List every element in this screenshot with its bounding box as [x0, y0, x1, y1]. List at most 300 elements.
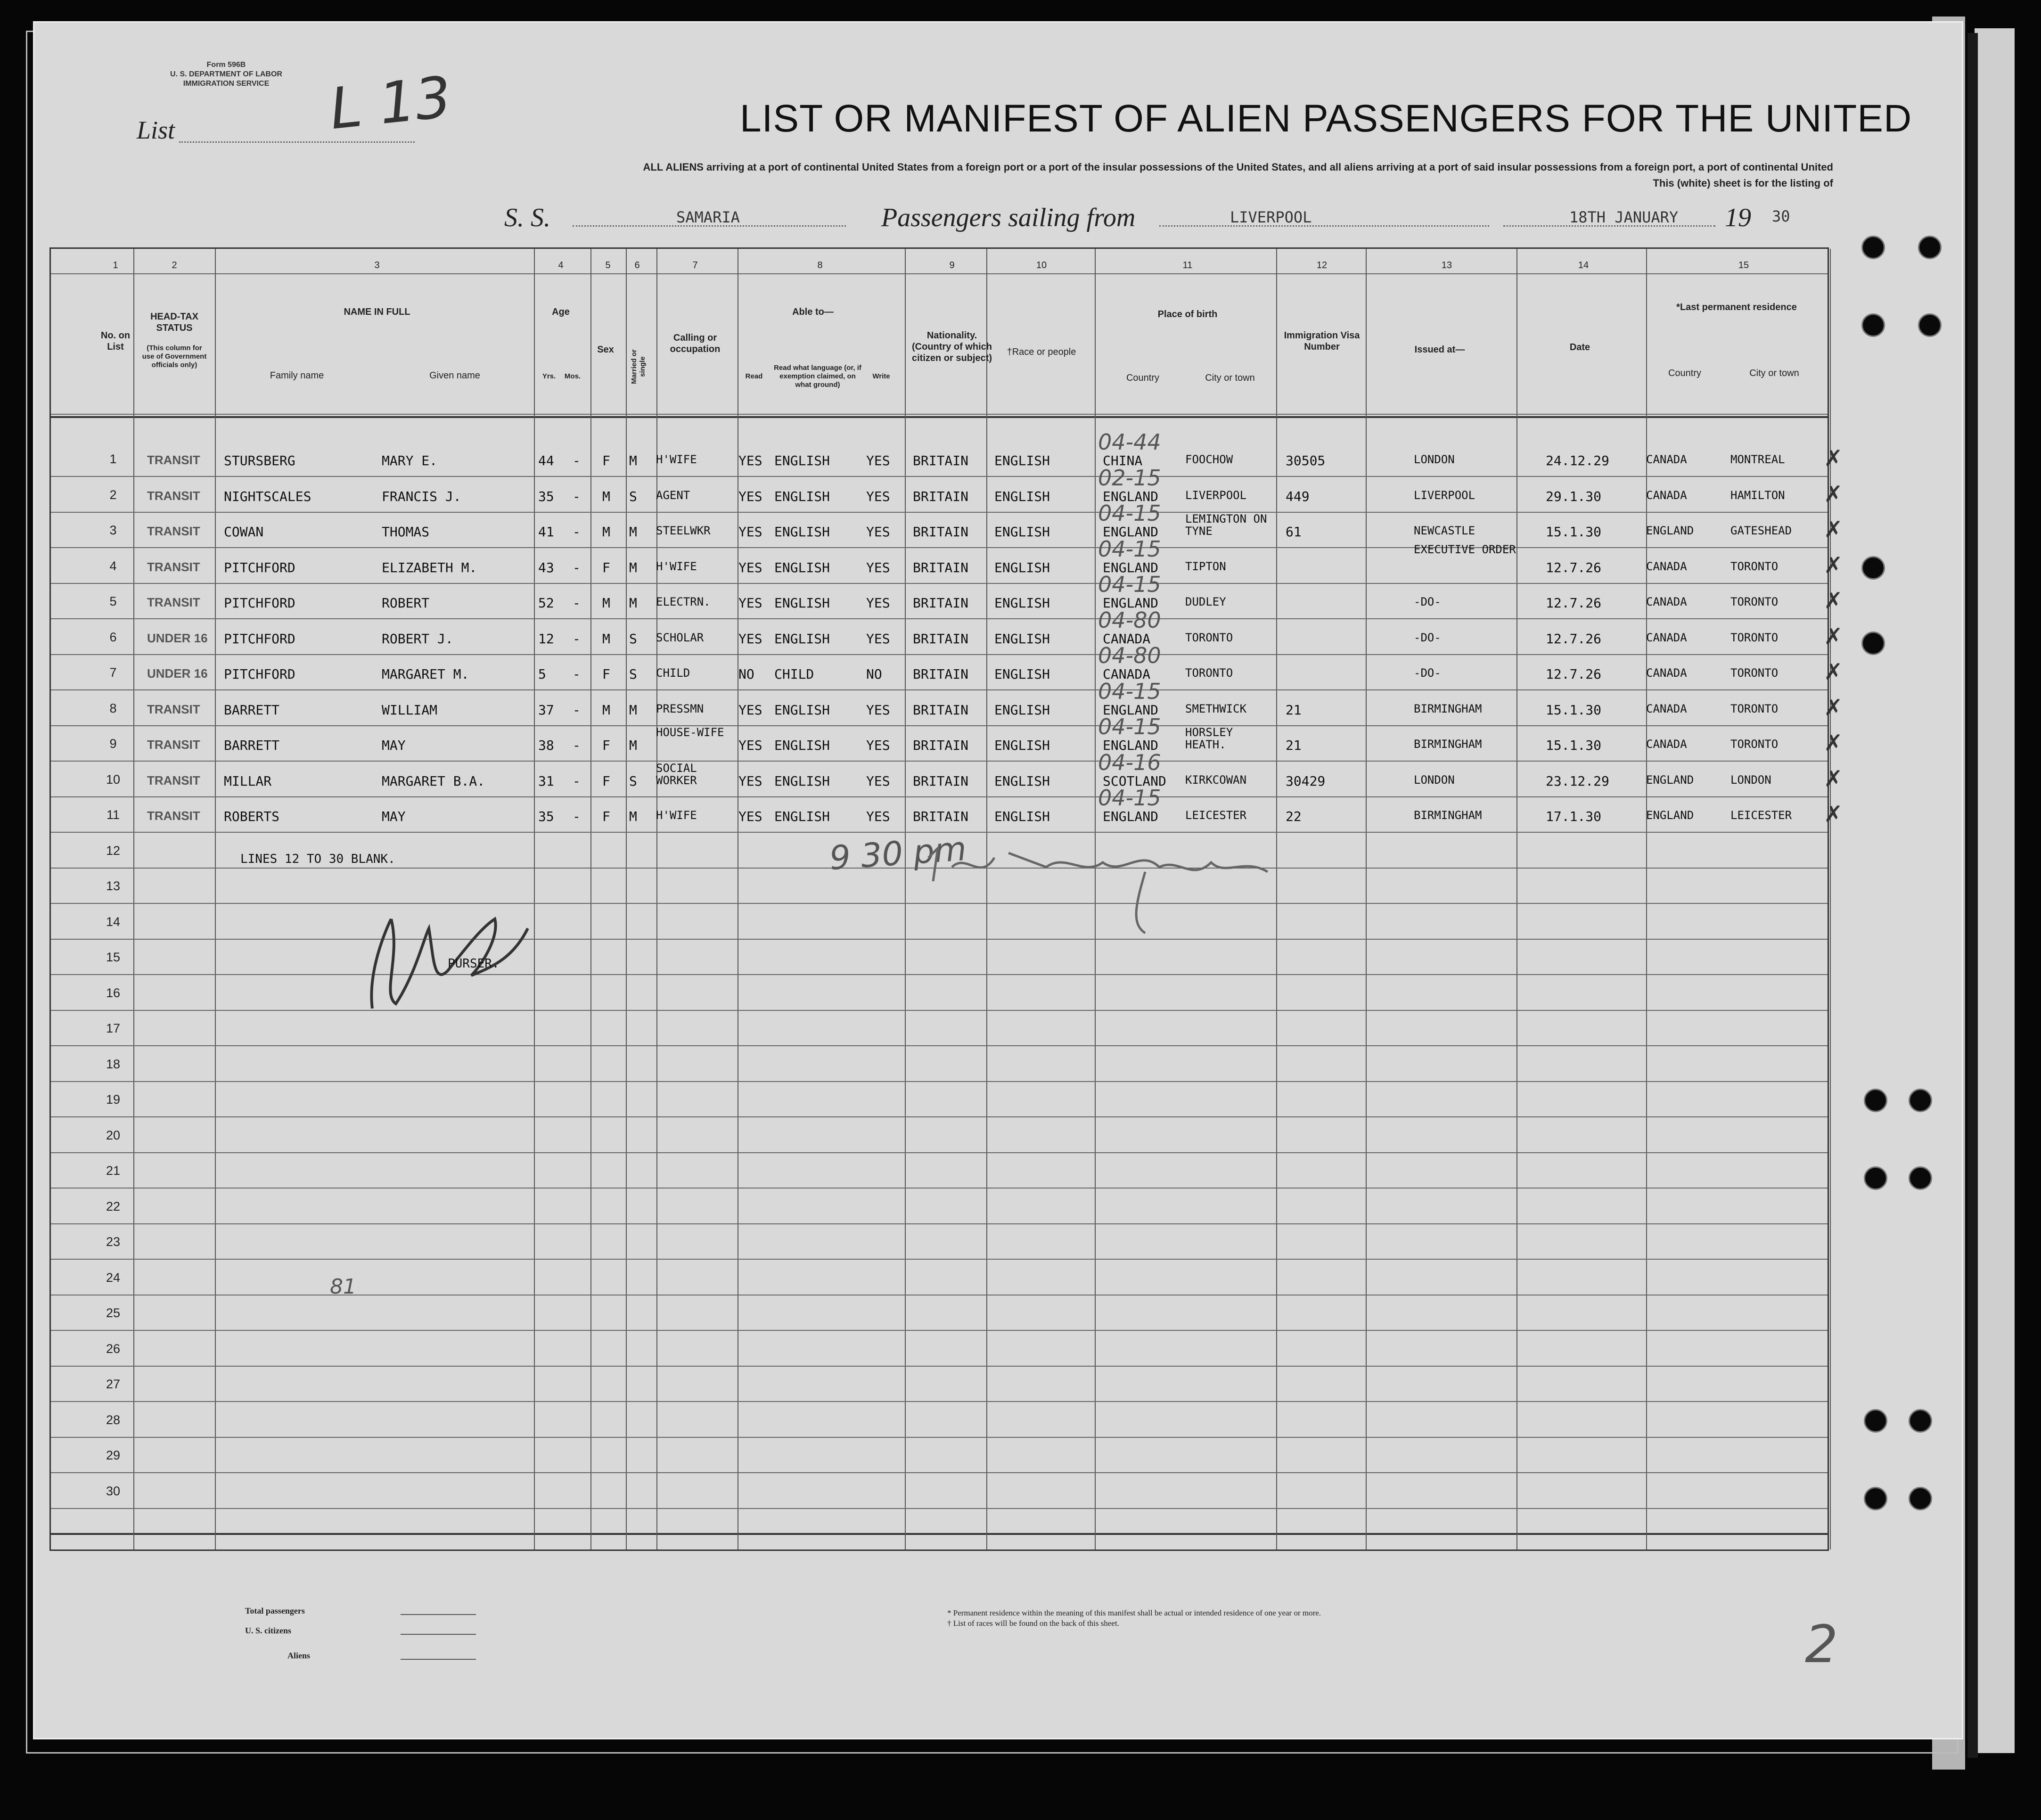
age-years-cell: 35 — [538, 488, 554, 504]
family-name-cell: PITCHFORD — [224, 559, 295, 575]
residence-country-cell: CANADA — [1646, 702, 1687, 715]
head-tax-stamp: UNDER 16 — [147, 666, 208, 680]
marital-cell: S — [629, 666, 637, 682]
visa-number-cell: 61 — [1286, 524, 1302, 540]
row-rule — [51, 1081, 1828, 1082]
race-cell: ENGLISH — [994, 559, 1050, 575]
sailing-label: Passengers sailing from — [881, 203, 1136, 232]
language-cell: ENGLISH — [774, 773, 830, 789]
col-number-5: 5 — [605, 260, 611, 271]
age-months-cell: - — [573, 559, 581, 575]
age-months-cell: - — [573, 702, 581, 718]
punch-hole — [1918, 313, 1942, 337]
blank-lines-note: LINES 12 TO 30 BLANK. — [240, 852, 395, 866]
language-cell: ENGLISH — [774, 559, 830, 575]
form-number: Form 596B — [206, 61, 246, 69]
birth-country-cell: CANADA — [1103, 631, 1151, 647]
age-years-cell: 41 — [538, 524, 554, 540]
total-passengers-line — [401, 1614, 476, 1615]
col-number-15: 15 — [1738, 260, 1749, 271]
hdr-name-in-full: NAME IN FULL — [344, 307, 410, 317]
family-name-cell: STURSBERG — [224, 453, 295, 468]
given-name-cell: MARGARET B.A. — [382, 773, 485, 789]
birth-country-cell: ENGLAND — [1103, 488, 1159, 504]
col-number-14: 14 — [1578, 260, 1589, 271]
handwritten-code: 04-15 — [1098, 500, 1161, 526]
sailing-date: 18TH JANUARY — [1569, 208, 1679, 226]
occupation-cell: ELECTRN. — [656, 595, 711, 608]
hdr-given-name: Given name — [429, 370, 480, 381]
row-rule — [51, 654, 1828, 655]
check-mark-icon: ✗ — [1824, 516, 1843, 543]
row-rule — [51, 476, 1828, 477]
age-months-cell: - — [573, 631, 581, 647]
row-number: 14 — [106, 914, 121, 929]
handwritten-annotation — [924, 839, 1291, 943]
row-rule — [51, 1045, 1828, 1046]
nationality-cell: BRITAIN — [913, 524, 969, 540]
issued-at-cell: BIRMINGHAM — [1414, 809, 1482, 822]
race-cell: ENGLISH — [994, 453, 1050, 468]
handwritten-code: 04-80 — [1098, 643, 1161, 668]
punch-hole — [1864, 1089, 1887, 1112]
residence-city-cell: TORONTO — [1730, 702, 1779, 715]
hdr-date: Date — [1569, 342, 1590, 353]
residence-country-cell: ENGLAND — [1646, 773, 1694, 787]
hdr-res-country: Country — [1668, 368, 1702, 378]
head-tax-stamp: TRANSIT — [147, 453, 200, 467]
given-name-cell: MAY — [382, 738, 406, 753]
col-number-6: 6 — [634, 260, 640, 271]
row-rule — [51, 796, 1828, 797]
punch-hole — [1909, 1166, 1932, 1190]
residence-city-cell: TORONTO — [1730, 595, 1779, 608]
birth-country-cell: ENGLAND — [1103, 809, 1159, 824]
check-mark-icon: ✗ — [1824, 730, 1843, 756]
given-name-cell: ROBERT — [382, 595, 430, 611]
footnote-races: † List of races will be found on the back of this sheet. — [947, 1619, 1119, 1628]
hdr-head-tax-note: (This column for use of Government officials only) — [142, 344, 207, 369]
age-months-cell: - — [573, 524, 581, 540]
purser-label: PURSER. — [448, 957, 500, 971]
year-suffix: 30 — [1772, 207, 1790, 225]
residence-country-cell: CANADA — [1646, 595, 1687, 608]
given-name-cell: MAY — [382, 809, 406, 824]
row-number: 17 — [106, 1021, 121, 1035]
marital-cell: M — [629, 738, 637, 753]
marital-cell: M — [629, 702, 637, 718]
row-rule — [51, 1223, 1828, 1224]
row-number: 1 — [109, 452, 117, 466]
binding-edge — [1967, 33, 1978, 1758]
marital-cell: S — [629, 631, 637, 647]
birth-country-cell: CANADA — [1103, 666, 1151, 682]
hdr-last-residence: *Last permanent residence — [1676, 302, 1797, 312]
punch-hole — [1861, 236, 1885, 259]
punch-hole — [1909, 1089, 1932, 1112]
handwritten-code: 04-15 — [1098, 678, 1161, 704]
birth-city-cell: SMETHWICK — [1185, 702, 1247, 715]
punch-hole — [1918, 236, 1942, 259]
punch-hole — [1861, 556, 1885, 580]
birth-city-cell: FOOCHOW — [1185, 453, 1233, 466]
residence-city-cell: TORONTO — [1730, 738, 1779, 751]
row-number: 22 — [106, 1199, 121, 1213]
nationality-cell: BRITAIN — [913, 666, 969, 682]
visa-date-cell: 15.1.30 — [1546, 738, 1602, 753]
visa-date-cell: 23.12.29 — [1546, 773, 1609, 789]
age-years-cell: 52 — [538, 595, 554, 611]
age-years-cell: 37 — [538, 702, 554, 718]
vessel-row — [0, 203, 1932, 240]
language-cell: ENGLISH — [774, 524, 830, 540]
birth-city-cell: TORONTO — [1185, 666, 1233, 680]
visa-date-cell: 12.7.26 — [1546, 595, 1602, 611]
row-number: 6 — [109, 630, 117, 644]
row-number: 18 — [106, 1057, 121, 1071]
hdr-age-mos: Mos. — [564, 372, 581, 380]
head-tax-stamp: UNDER 16 — [147, 631, 208, 645]
residence-city-cell: MONTREAL — [1730, 453, 1785, 466]
footnote-residence: * Permanent residence within the meaning of this manifest shall be actual or intended residence of one year or more. — [947, 1608, 1321, 1617]
occupation-cell: STEELWKR — [656, 524, 711, 537]
col-number-2: 2 — [172, 260, 177, 271]
row-number: 7 — [109, 665, 117, 680]
residence-country-cell: CANADA — [1646, 631, 1687, 644]
nationality-cell: BRITAIN — [913, 702, 969, 718]
visa-date-cell: 29.1.30 — [1546, 488, 1602, 504]
check-mark-icon: ✗ — [1824, 623, 1843, 650]
hdr-place-of-birth: Place of birth — [1157, 309, 1218, 320]
row-number: 13 — [106, 879, 121, 893]
birth-country-cell: ENGLAND — [1103, 595, 1159, 611]
family-name-cell: ROBERTS — [224, 809, 280, 824]
language-cell: ENGLISH — [774, 631, 830, 647]
residence-country-cell: ENGLAND — [1646, 524, 1694, 537]
issued-at-cell: EXECUTIVE ORDER — [1414, 542, 1516, 556]
row-number: 16 — [106, 985, 121, 1000]
hdr-nationality: Nationality. (Country of which citizen or subject) — [911, 330, 992, 363]
hdr-able-to: Able to— — [792, 307, 834, 317]
race-cell: ENGLISH — [994, 488, 1050, 504]
race-cell: ENGLISH — [994, 702, 1050, 718]
race-cell: ENGLISH — [994, 738, 1050, 753]
list-label: List — [137, 116, 175, 144]
punch-hole — [1864, 1166, 1887, 1190]
check-mark-icon: ✗ — [1824, 445, 1843, 472]
hdr-sex: Sex — [597, 344, 614, 355]
row-number: 24 — [106, 1270, 121, 1285]
visa-date-cell: 12.7.26 — [1546, 559, 1602, 575]
birth-country-cell: ENGLAND — [1103, 702, 1159, 718]
given-name-cell: WILLIAM — [382, 702, 438, 718]
subtitle-line-1: ALL ALIENS arriving at a port of continental United States from a foreign port or a port of the insular possessions of the United States, and all aliens arriving at a port of said insular possessions from a foreign port, a port of continental United — [643, 161, 1833, 173]
col-number-4: 4 — [558, 260, 564, 271]
form-identifier — [137, 60, 316, 89]
row-rule — [51, 1401, 1828, 1402]
age-months-cell: - — [573, 666, 581, 682]
row-number: 12 — [106, 843, 121, 858]
row-number: 20 — [106, 1128, 121, 1142]
row-rule — [51, 1188, 1828, 1189]
marital-cell: M — [629, 524, 637, 540]
row-rule — [51, 1010, 1828, 1011]
row-number: 19 — [106, 1092, 121, 1107]
row-number: 3 — [109, 523, 117, 537]
visa-date-cell: 15.1.30 — [1546, 524, 1602, 540]
issued-at-cell: -DO- — [1414, 666, 1441, 680]
read-cell: YES — [738, 773, 762, 789]
row-rule — [51, 1330, 1828, 1331]
read-cell: YES — [738, 524, 762, 540]
handwritten-code: 04-15 — [1098, 572, 1161, 597]
check-mark-icon: ✗ — [1824, 659, 1843, 685]
write-cell: YES — [866, 595, 890, 611]
hdr-visa: Immigration Visa Number — [1284, 330, 1360, 352]
list-underline — [179, 141, 415, 143]
sex-cell: F — [602, 453, 610, 468]
age-months-cell: - — [573, 595, 581, 611]
residence-city-cell: TORONTO — [1730, 559, 1779, 573]
write-cell: YES — [866, 809, 890, 824]
sex-cell: F — [602, 559, 610, 575]
residence-country-cell: CANADA — [1646, 738, 1687, 751]
total-passengers-label: Total passengers — [245, 1606, 305, 1615]
family-name-cell: BARRETT — [224, 738, 280, 753]
corner-mark: 2 — [1805, 1614, 1838, 1674]
sex-cell: F — [602, 809, 610, 824]
sex-cell: F — [602, 738, 610, 753]
residence-city-cell: GATESHEAD — [1730, 524, 1792, 537]
nationality-cell: BRITAIN — [913, 738, 969, 753]
occupation-cell: PRESSMN — [656, 702, 704, 715]
sex-cell: F — [602, 773, 610, 789]
visa-date-cell: 24.12.29 — [1546, 453, 1609, 468]
write-cell: YES — [866, 702, 890, 718]
punch-hole — [1909, 1487, 1932, 1510]
residence-country-cell: CANADA — [1646, 488, 1687, 502]
row-number: 27 — [106, 1377, 121, 1391]
head-tax-stamp: TRANSIT — [147, 524, 200, 538]
issued-at-cell: LIVERPOOL — [1414, 488, 1475, 502]
age-months-cell: - — [573, 738, 581, 753]
birth-city-cell: TORONTO — [1185, 631, 1233, 644]
birth-country-cell: CHINA — [1103, 453, 1143, 468]
head-tax-stamp: TRANSIT — [147, 809, 200, 823]
row-rule — [51, 618, 1828, 619]
family-name-cell: BARRETT — [224, 702, 280, 718]
handwritten-time: 9 30 pm — [828, 829, 968, 878]
language-cell: ENGLISH — [774, 809, 830, 824]
age-years-cell: 35 — [538, 809, 554, 824]
visa-date-cell: 17.1.30 — [1546, 809, 1602, 824]
col-number-11: 11 — [1182, 260, 1193, 271]
row-rule — [51, 1152, 1828, 1153]
hdr-read-language: Read what language (or, if exemption claimed, on what ground) — [774, 364, 861, 389]
sex-cell: F — [602, 666, 610, 682]
hdr-issued-at: Issued at— — [1414, 344, 1465, 355]
row-number: 9 — [109, 737, 117, 751]
punch-hole — [1864, 1409, 1887, 1433]
read-cell: YES — [738, 488, 762, 504]
given-name-cell: FRANCIS J. — [382, 488, 461, 504]
marital-cell: M — [629, 595, 637, 611]
check-mark-icon: ✗ — [1824, 801, 1843, 828]
check-mark-icon: ✗ — [1824, 552, 1843, 579]
page-title: LIST OR MANIFEST OF ALIEN PASSENGERS FOR THE UNITED — [740, 97, 1912, 140]
hdr-birth-city: City or town — [1205, 373, 1255, 383]
read-cell: YES — [738, 809, 762, 824]
row-number: 25 — [106, 1306, 121, 1320]
nationality-cell: BRITAIN — [913, 595, 969, 611]
check-mark-icon: ✗ — [1824, 588, 1843, 614]
age-months-cell: - — [573, 773, 581, 789]
ss-label: S. S. — [504, 203, 550, 232]
visa-date-cell: 15.1.30 — [1546, 702, 1602, 718]
row-rule — [51, 974, 1828, 975]
hdr-calling: Calling or occupation — [670, 333, 721, 354]
visa-number-cell: 21 — [1286, 702, 1302, 718]
read-cell: YES — [738, 559, 762, 575]
occupation-cell: H'WIFE — [656, 453, 697, 466]
residence-country-cell: CANADA — [1646, 559, 1687, 573]
nationality-cell: BRITAIN — [913, 559, 969, 575]
given-name-cell: ROBERT J. — [382, 631, 453, 647]
marital-cell: S — [629, 488, 637, 504]
family-name-cell: MILLAR — [224, 773, 272, 789]
ship-name: SAMARIA — [676, 208, 740, 226]
birth-country-cell: SCOTLAND — [1103, 773, 1166, 789]
residence-city-cell: HAMILTON — [1730, 488, 1785, 502]
birth-city-cell: LIVERPOOL — [1185, 488, 1247, 502]
language-cell: ENGLISH — [774, 488, 830, 504]
race-cell: ENGLISH — [994, 524, 1050, 540]
col-number-1: 1 — [113, 260, 118, 271]
visa-number-cell: 449 — [1286, 488, 1310, 504]
issued-at-cell: -DO- — [1414, 595, 1441, 608]
birth-city-cell: DUDLEY — [1185, 595, 1226, 608]
col-number-9: 9 — [949, 260, 955, 271]
us-citizens-line — [401, 1634, 476, 1635]
col-number-10: 10 — [1036, 260, 1047, 271]
row-number: 26 — [106, 1341, 121, 1356]
age-years-cell: 44 — [538, 453, 554, 468]
nationality-cell: BRITAIN — [913, 453, 969, 468]
subtitle-line-2: This (white) sheet is for the listing of — [1653, 177, 1833, 189]
check-mark-icon: ✗ — [1824, 694, 1843, 721]
check-mark-icon: ✗ — [1824, 765, 1843, 792]
race-cell: ENGLISH — [994, 666, 1050, 682]
handwritten-code: 04-44 — [1098, 429, 1161, 455]
row-number: 29 — [106, 1448, 121, 1462]
head-tax-stamp: TRANSIT — [147, 773, 200, 787]
row-number: 30 — [106, 1484, 121, 1498]
occupation-cell: H'WIFE — [656, 559, 697, 573]
handwritten-code: 04-16 — [1098, 749, 1161, 775]
marital-cell: M — [629, 559, 637, 575]
row-number: 15 — [106, 950, 121, 964]
row-rule — [51, 761, 1828, 762]
family-name-cell: PITCHFORD — [224, 631, 295, 647]
nationality-cell: BRITAIN — [913, 631, 969, 647]
write-cell: YES — [866, 559, 890, 575]
row-number: 28 — [106, 1412, 121, 1427]
language-cell: CHILD — [774, 666, 814, 682]
birth-city-cell: TIPTON — [1185, 559, 1226, 573]
punch-hole — [1861, 313, 1885, 337]
row-rule — [51, 1472, 1828, 1473]
issued-at-cell: BIRMINGHAM — [1414, 702, 1482, 715]
head-tax-stamp: TRANSIT — [147, 488, 200, 503]
occupation-cell: HOUSE-WIFE — [656, 726, 724, 739]
age-months-cell: - — [573, 488, 581, 504]
birth-city-cell: KIRKCOWAN — [1185, 773, 1247, 787]
handwritten-code: 02-15 — [1098, 465, 1161, 491]
issued-at-cell: -DO- — [1414, 631, 1441, 644]
sex-cell: M — [602, 702, 610, 718]
age-months-cell: - — [573, 453, 581, 468]
residence-city-cell: LONDON — [1730, 773, 1771, 787]
write-cell: NO — [866, 666, 882, 682]
given-name-cell: MARGARET M. — [382, 666, 469, 682]
marital-cell: M — [629, 453, 637, 468]
residence-country-cell: ENGLAND — [1646, 809, 1694, 822]
occupation-cell: H'WIFE — [656, 809, 697, 822]
next-page-strip — [1975, 28, 2015, 1753]
nationality-cell: BRITAIN — [913, 488, 969, 504]
race-cell: ENGLISH — [994, 595, 1050, 611]
row-rule — [51, 512, 1828, 513]
residence-city-cell: LEICESTER — [1730, 809, 1792, 822]
occupation-cell: SOCIAL WORKER — [656, 761, 697, 787]
hdr-head-tax: HEAD-TAX STATUS — [150, 312, 198, 333]
sex-cell: M — [602, 524, 610, 540]
issued-at-cell: LONDON — [1414, 453, 1455, 466]
handwritten-code: 04-15 — [1098, 785, 1161, 811]
residence-country-cell: CANADA — [1646, 666, 1687, 680]
issued-at-cell: BIRMINGHAM — [1414, 738, 1482, 751]
issued-at-cell: LONDON — [1414, 773, 1455, 787]
year-prefix: 19 — [1725, 203, 1751, 232]
family-name-cell: PITCHFORD — [224, 595, 295, 611]
language-cell: ENGLISH — [774, 702, 830, 718]
visa-date-cell: 12.7.26 — [1546, 631, 1602, 647]
service-name: IMMIGRATION SERVICE — [183, 80, 270, 88]
row-number: 8 — [109, 701, 117, 715]
head-tax-stamp: TRANSIT — [147, 559, 200, 574]
read-cell: YES — [738, 738, 762, 753]
aliens-line — [401, 1659, 476, 1660]
handwritten-code: 04-15 — [1098, 714, 1161, 739]
row-rule — [51, 689, 1828, 690]
row-number: 21 — [106, 1164, 121, 1178]
occupation-cell: SCHOLAR — [656, 631, 704, 644]
write-cell: YES — [866, 524, 890, 540]
read-cell: NO — [738, 666, 754, 682]
row-rule — [51, 583, 1828, 584]
subtitle-block — [405, 159, 1833, 191]
hdr-family-name: Family name — [270, 370, 324, 381]
given-name-cell: ELIZABETH M. — [382, 559, 477, 575]
birth-country-cell: ENGLAND — [1103, 738, 1159, 753]
residence-city-cell: TORONTO — [1730, 666, 1779, 680]
row-number: 2 — [109, 487, 117, 502]
family-name-cell: NIGHTSCALES — [224, 488, 311, 504]
birth-city-cell: HORSLEY HEATH. — [1185, 726, 1233, 751]
read-cell: YES — [738, 702, 762, 718]
hdr-read: Read — [745, 372, 763, 380]
row-rule — [51, 1116, 1828, 1117]
